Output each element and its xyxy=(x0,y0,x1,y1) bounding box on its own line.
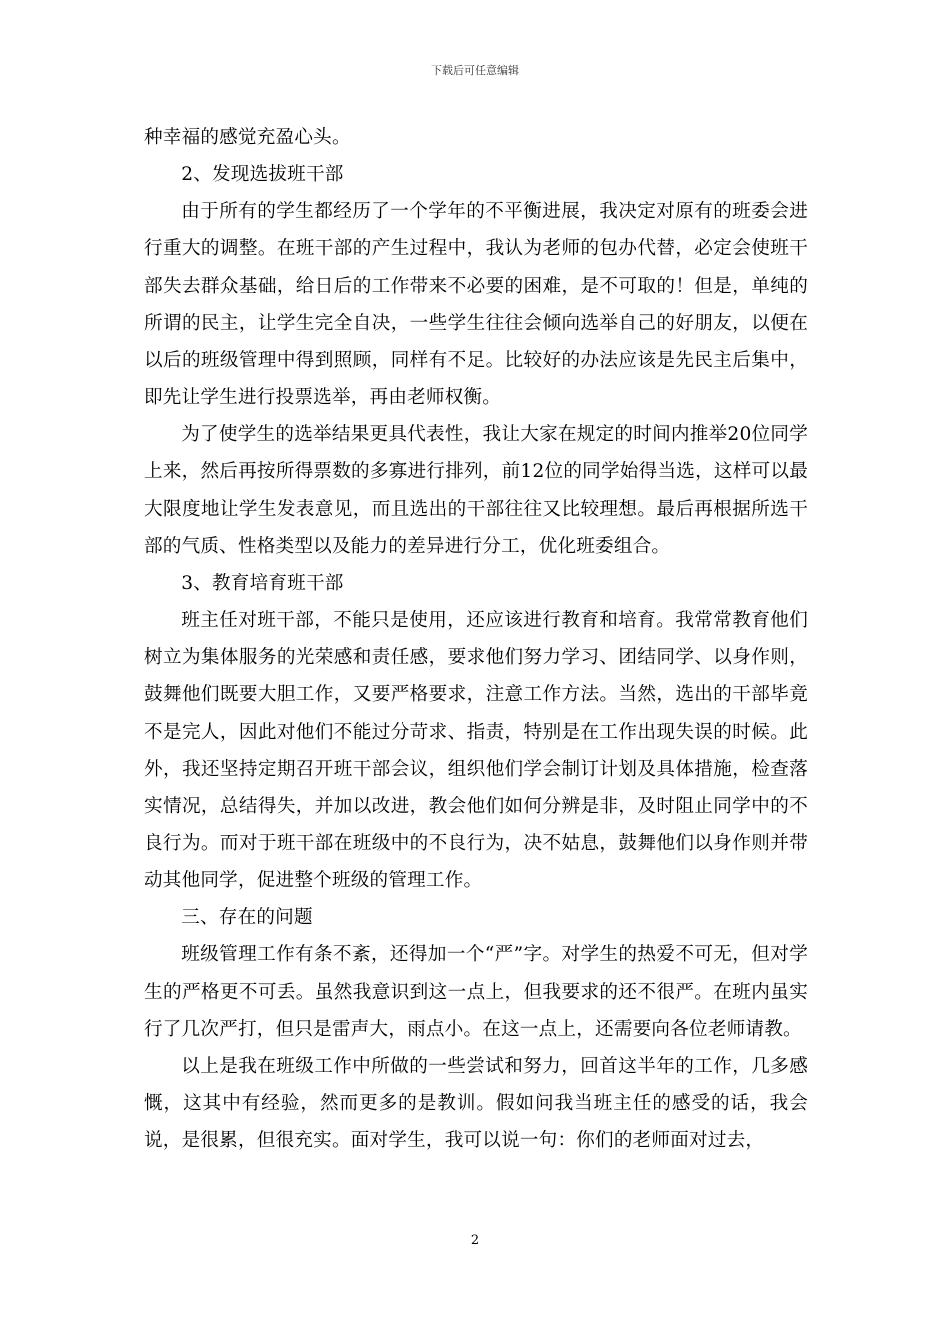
paragraph: 班主任对班干部，不能只是使用，还应该进行教育和培育。我常常教育他们树立为集体服务的光荣感和责任感，要求他们努力学习、团结同学、以身作则，鼓舞他们既要大胆工作，又要严格要求，注意工作方法。当然，选出的干部毕竟不是完人，因此对他们不能过分苛求、指责，特别是在工作出现失误的时候。此外，我还坚持定期召开班干部会议，组织他们学会制订计划及具体措施，检查落实情况，总结得失，并加以改进，教会他们如何分辨是非，及时阻止同学中的不良行为。而对于班干部在班级中的不良行为，决不姑息，鼓舞他们以身作则并带动其他同学，促进整个班级的管理工作。 xyxy=(144,610,808,892)
paragraph: 以上是我在班级工作中所做的一些尝试和努力，回首这半年的工作，几多感慨，这其中有经验，然而更多的是教训。假如问我当班主任的感受的话，我会说，是很累，但很充实。面对学生，我可以说一句：你们的老师面对过去， xyxy=(144,1055,808,1152)
paragraph: 为了使学生的选举结果更具代表性，我让大家在规定的时间内推举20位同学上来，然后再按所得票数的多寡进行排列，前12位的同学始得当选，这样可以最大限度地让学生发表意见，而且选出的干部往往又比较理想。最后再根据所选干部的气质、性格类型以及能力的差异进行分工，优化班委组合。 xyxy=(144,424,808,557)
section-heading-2: 2、发现选拔班干部 xyxy=(181,164,344,186)
document-body xyxy=(144,119,808,1159)
paragraph: 由于所有的学生都经历了一个学年的不平衡进展，我决定对原有的班委会进行重大的调整。在班干部的产生过程中，我认为老师的包办代替，必定会使班干部失去群众基础，给日后的工作带来不必要的困难，是不可取的！但是，单纯的所谓的民主，让学生完全自决，一些学生往往会倾向选举自己的好朋友，以便在以后的班级管理中得到照顾，同样有不足。比较好的办法应该是先民主后集中，即先让学生进行投票选举，再由老师权衡。 xyxy=(144,201,808,409)
page-number: 2 xyxy=(470,1233,480,1248)
section-heading-3: 3、教育培育班干部 xyxy=(181,572,344,594)
section-heading-problems: 三、存在的问题 xyxy=(181,907,313,929)
paragraph: 班级管理工作有条不紊，还得加一个“严”字。对学生的热爱不可无，但对学生的严格更不可丢。虽然我意识到这一点上，但我要求的还不很严。在班内虽实行了几次严打，但只是雷声大，雨点小。在这一点上，还需要向各位老师请教。 xyxy=(144,944,808,1040)
page-header: 下载后可任意编辑 xyxy=(431,64,519,77)
paragraph-continuation: 种幸福的感觉充盈心头。 xyxy=(144,127,351,148)
